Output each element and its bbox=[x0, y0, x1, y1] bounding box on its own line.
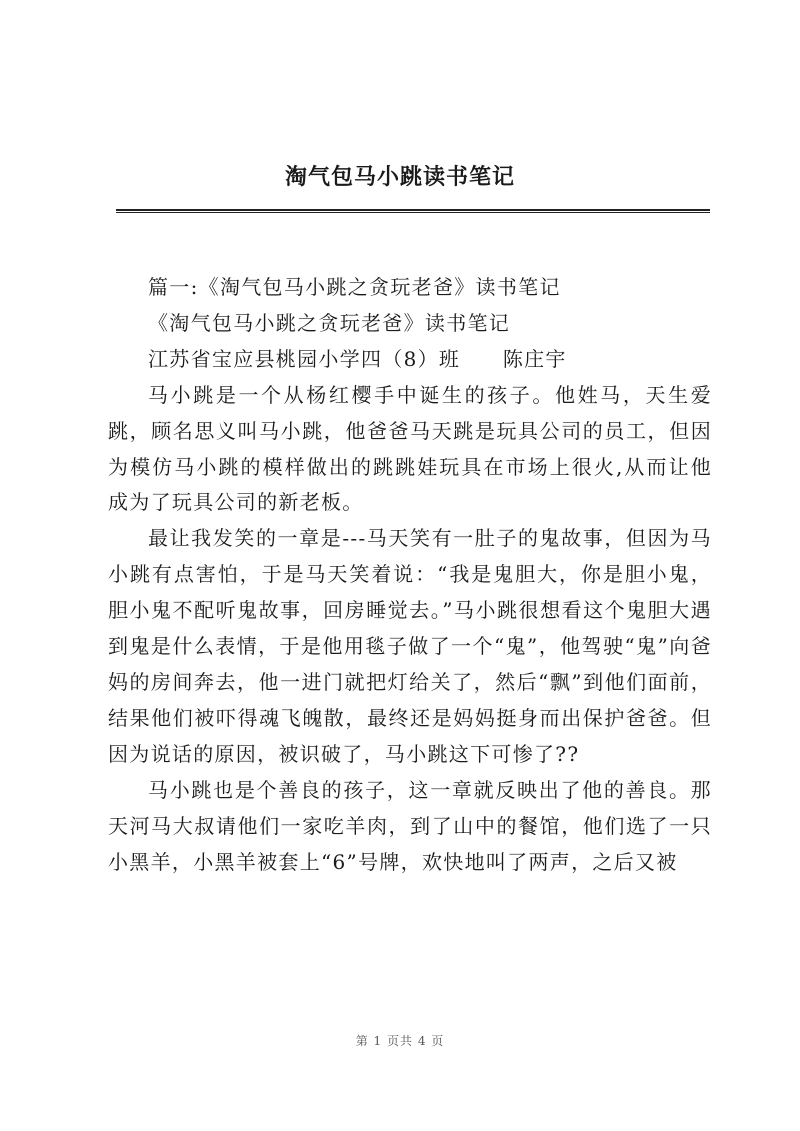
paragraph: 马小跳也是个善良的孩子，这一章就反映出了他的善良。那天河马大叔请他们一家吃羊肉，到了山中的餐馆，他们选了一只小黑羊，小黑羊被套上“6”号牌，欢快地叫了两声，之后又被 bbox=[108, 777, 712, 874]
document-body bbox=[108, 270, 712, 880]
paragraph-author: 江苏省宝应县桃园小学四（8）班 陈庄宇 bbox=[148, 346, 567, 371]
paragraph-subtitle: 《淘气包马小跳之贪玩老爸》读书笔记 bbox=[148, 310, 511, 335]
title-divider bbox=[116, 209, 710, 213]
paragraph: 最让我发笑的一章是---马天笑有一肚子的鬼故事，但因为马小跳有点害怕，于是马天笑着说：“我是鬼胆大，你是胆小鬼，胆小鬼不配听鬼故事，回房睡觉去。”马小跳很想看这个鬼胆大遇到鬼是什么表情，于是他用毯子做了一个“鬼”，他驾驶“鬼”向爸妈的房间奔去，他一进门就把灯给关了，然后“飘”到他们面前，结果他们被吓得魂飞魄散，最终还是妈妈挺身而出保护爸爸。但因为说话的原因，被识破了，马小跳这下可惨了?? bbox=[108, 526, 712, 766]
page-title: 淘气包马小跳读书笔记 bbox=[284, 164, 515, 190]
page-number-footer: 第 1 页共 4 页 bbox=[355, 1034, 445, 1048]
paragraph: 马小跳是一个从杨红樱手中诞生的孩子。他姓马，天生爱跳，顾名思义叫马小跳，他爸爸马天跳是玩具公司的员工，但因为模仿马小跳的模样做出的跳跳娃玩具在市场上很火,从而让他成为了玩具公司的新老板。 bbox=[108, 382, 712, 515]
paragraph-heading: 篇一:《淘气包马小跳之贪玩老爸》读书笔记 bbox=[148, 275, 561, 299]
